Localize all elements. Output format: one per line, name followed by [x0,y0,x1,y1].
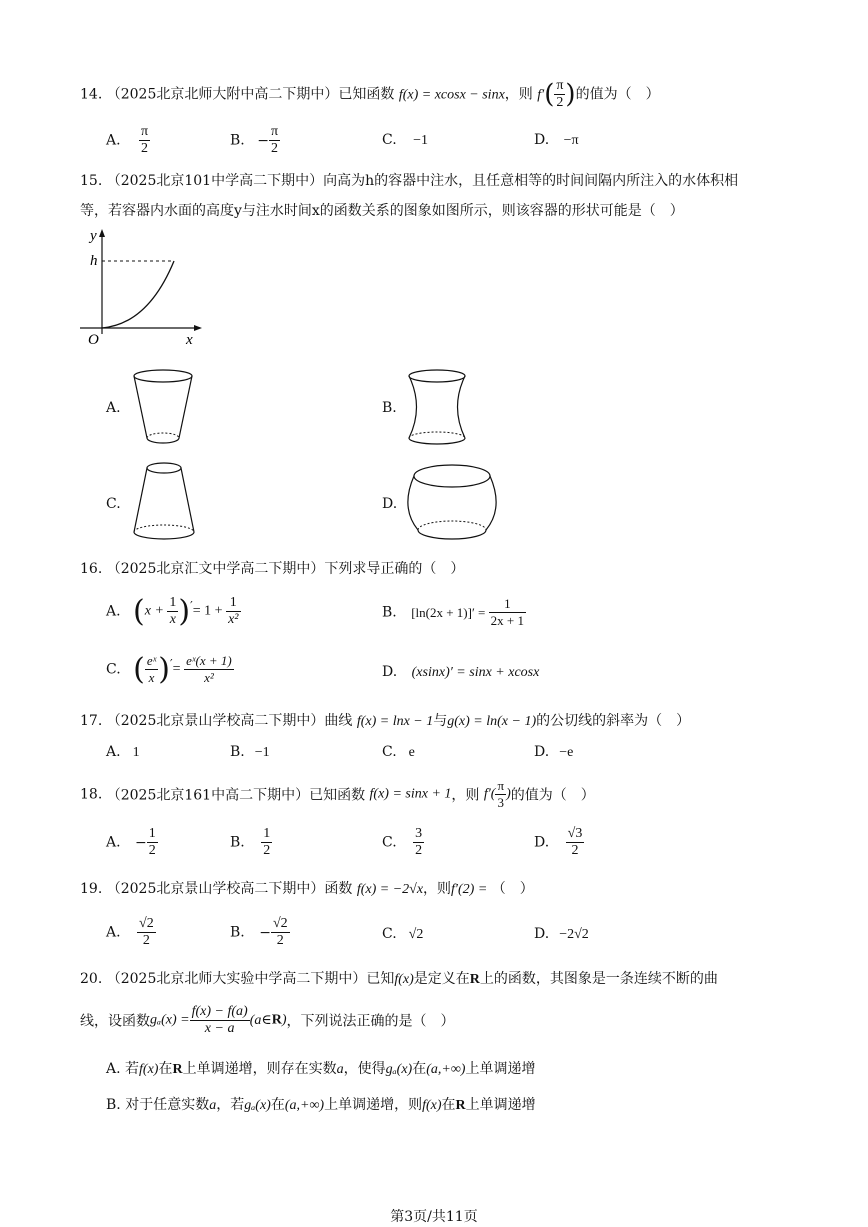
function-expression: g(x) = ln(x − 1) [447,714,537,729]
option-c[interactable] [382,826,424,859]
option-c[interactable] [382,132,428,149]
x-axis-arrow [194,325,202,331]
option-label: A. [106,132,121,149]
option-value: √2 [408,927,424,942]
fraction [145,653,158,686]
option-value: −1 [413,133,429,148]
option-label: B. [230,924,245,941]
fraction [139,124,150,157]
option-text: 在 [441,1097,456,1113]
option-b-container-shape[interactable] [402,366,472,450]
option-value: −1 [254,745,270,760]
option-a[interactable] [106,594,241,629]
question-source: （2025北京101中学高二下期中） [106,173,324,189]
option-text: 上单调递增 [465,1061,536,1077]
fraction [269,124,280,157]
option-c[interactable] [382,744,415,761]
expr: (xsinx)′ = sinx + xcosx [411,665,540,680]
y-axis-arrow [99,229,105,237]
stem-text: 已知函数 [309,787,366,804]
option-text: 在 [412,1061,427,1077]
stem-text: 的值为（ ） [510,787,595,804]
question-source: （2025北京景山学校高二下期中） [106,881,325,897]
option-b[interactable] [230,744,270,761]
option-text: 在 [158,1061,173,1077]
question-number: 15. [80,173,103,189]
denominator: 2 [276,933,284,948]
fraction [554,78,565,111]
fraction [137,916,156,949]
real-set-symbol: R [455,1098,466,1113]
fraction [413,826,424,859]
function-expression: f(x) = sinx + 1 [369,786,452,802]
condition: ) [281,1012,287,1028]
real-set-symbol: R [172,1062,183,1077]
numerator: 1 [169,595,177,610]
fraction [167,595,178,628]
option-text: 上单调递增 [465,1097,536,1113]
function-expression: f(x) = −2√x [356,882,424,897]
stem-text: 的公切线的斜率为（ ） [536,713,691,729]
question-number: 16. [80,561,103,577]
option-d[interactable] [534,132,579,149]
function-expression: f(x) = xcosx − sinx [398,87,505,103]
origin-label: O [88,332,99,348]
option-b[interactable] [230,916,290,949]
option-c[interactable] [106,652,234,687]
function-expression: f(x) [139,1062,159,1077]
question-14-stem [80,78,660,111]
denominator: x − a [204,1021,235,1036]
question-18-stem [80,778,595,811]
sign: − [135,834,147,851]
numerator: 1 [226,595,240,612]
option-value: −π [563,133,579,148]
stem-text: （ ） [491,881,534,897]
expr: = 1 + [192,603,227,619]
paren-left: ( [544,79,555,110]
numerator: 1 [489,596,526,613]
option-text: ，使得 [343,1061,386,1077]
question-19-stem [80,878,534,898]
stem-text: ，则 [504,86,533,103]
denominator: 2x + 1 [490,613,524,628]
stem-text: 线，设函数 [80,1013,150,1030]
option-label: A. [106,603,121,620]
stem-text: 的值为（ ） [575,86,660,103]
derivative-symbol: f′ [537,87,545,103]
option-label: B. [230,132,245,149]
sign: − [257,132,269,149]
option-a[interactable] [106,1058,535,1078]
fraction [190,1004,250,1037]
numerator: 3 [415,826,423,841]
denominator: x² [228,612,239,627]
option-text: 上单调递增，则 [324,1097,423,1113]
question-number: 18. [80,786,103,803]
option-d-label: D. [382,496,398,512]
function-expression: gₐ(x) [244,1098,271,1113]
fraction [271,916,290,949]
option-d-container-shape[interactable] [404,458,500,548]
question-source: （2025北京161中高二下期中） [106,787,310,804]
option-label: D. [534,132,550,148]
option-b[interactable] [230,826,272,859]
fraction [566,826,585,859]
fraction [495,778,506,811]
option-d[interactable] [534,744,573,761]
option-text: ，若 [216,1097,245,1113]
question-15-stem-line2 [80,200,684,220]
denominator: 2 [142,933,150,948]
option-label: D. [534,834,550,851]
paren-left: ( [133,594,145,629]
option-a[interactable] [106,826,158,859]
y-label: y [90,228,97,244]
stem-text: 是定义在 [413,971,470,987]
option-text: 上单调递增，则存在实数 [182,1061,337,1077]
numerator: eˣ(x + 1) [186,653,232,668]
option-label: B. [230,834,245,851]
fraction [261,826,272,859]
stem-text: 已知函数 [338,86,395,103]
fraction [184,653,234,686]
question-17-stem [80,710,690,730]
prime: ′ [170,656,173,671]
function-expression: f(x) = lnx − 1 [356,714,434,729]
expr: [ln(2x + 1)]′ = [411,604,489,620]
option-a-label: A. [106,400,121,416]
option-text: 若 [125,1061,140,1077]
option-label: D. [534,744,550,760]
stem-text: 下列求导正确的（ ） [324,561,465,577]
expr: x + [144,603,168,619]
option-label: A. [106,924,121,941]
option-label: B. [230,744,245,760]
function-expression: gₐ(x) [385,1062,413,1077]
question-15-stem-line1 [80,170,738,190]
option-d[interactable] [534,926,589,943]
stem-text: 曲线 [324,713,353,729]
option-label: C. [382,132,397,148]
stem-text: 等，若容器内水面的高度y与注水时间x的函数关系的图象如图所示，则该容器的形状可能是（ ） [80,203,684,219]
option-label: D. [534,926,550,942]
question-source: （2025北京北师大附中高二下期中） [106,86,339,103]
numerator: √2 [139,916,154,931]
question-number: 19. [80,881,103,897]
option-d[interactable] [382,664,539,681]
water-height-graph [78,226,208,350]
paren-right: ) [178,594,191,629]
option-label: A. [106,1061,121,1077]
numerator: 1 [148,826,156,841]
numerator: √3 [567,826,583,841]
question-16-stem [80,558,464,578]
denominator: 2 [415,843,423,858]
question-20-stem-line1 [80,968,718,988]
height-curve [102,261,174,328]
numerator: 1 [263,826,271,841]
stem-text: 已知 [366,971,395,987]
numerator: √2 [272,916,288,931]
numerator: π [270,124,279,139]
paren-right: ) [158,652,171,687]
option-label: C. [382,926,397,942]
interval: (a,+∞) [284,1098,325,1113]
interval: (a,+∞) [426,1062,466,1077]
h-label: h [90,253,98,269]
numerator: f(x) − f(a) [191,1004,248,1019]
option-label: A. [106,834,121,851]
stem-text: ，则 [423,881,452,897]
option-label: C. [382,834,397,851]
denominator: 3 [497,795,505,810]
option-b[interactable] [106,1094,536,1114]
stem-text: ，则 [451,787,480,804]
option-c[interactable] [382,926,423,943]
option-b[interactable] [382,596,526,629]
numerator: π [497,778,505,793]
denominator: x² [204,670,214,685]
real-set-symbol: R [469,972,480,987]
option-c-container-shape[interactable] [126,458,202,544]
option-b[interactable] [230,124,280,157]
denominator: x [169,612,177,627]
option-c-label: C. [106,496,121,512]
fraction [489,596,526,629]
sign: − [259,924,271,941]
prime: ′ [190,598,193,613]
denominator: 2 [556,95,564,110]
option-value: 1 [132,745,140,760]
expr: = [172,661,185,677]
variable: a [336,1062,344,1077]
x-label: x [186,332,193,348]
option-label: C. [382,744,397,760]
numerator: π [556,78,564,93]
stem-text: 函数 [324,881,353,897]
question-number: 20. [80,971,103,987]
option-d[interactable] [534,826,584,859]
option-text: 对于任意实数 [125,1097,210,1113]
fraction [226,595,240,628]
denominator: 2 [141,141,149,156]
real-set-symbol: R [271,1012,282,1028]
function-expression: f(x) [394,972,414,987]
question-source: （2025北京北师大实验中学高二下期中） [106,971,367,987]
question-number: 14. [80,86,103,103]
option-label: B. [382,604,397,621]
condition: (a∈ [249,1013,272,1028]
fraction [147,826,158,859]
derivative-symbol: f′( [483,786,496,802]
option-label: D. [382,664,398,680]
option-a[interactable] [106,124,150,157]
option-label: A. [106,744,121,760]
stem-text: 向高为h的容器中注水，且任意相等的时间间隔内所注入的水体积相 [323,173,739,189]
denominator: 2 [270,141,278,156]
variable: a [209,1098,217,1113]
option-b-label: B. [382,400,397,416]
option-text: 在 [270,1097,285,1113]
question-source: （2025北京景山学校高二下期中） [106,713,325,729]
page-footer: 第3页/共11页 [390,1209,478,1225]
option-a[interactable] [106,744,140,761]
function-expression: gₐ(x) = [150,1012,190,1028]
numerator: π [141,124,149,139]
question-20-stem-line2 [80,1004,455,1037]
function-expression: f(x) [422,1098,442,1113]
stem-text: 与 [433,713,448,729]
option-label: C. [106,661,121,678]
question-number: 17. [80,713,103,729]
paren-right: ) [506,786,511,802]
paren-left: ( [133,652,145,687]
denominator: x [148,670,155,685]
denominator: 2 [148,843,156,858]
option-label: B. [106,1097,121,1113]
option-value: e [408,745,415,760]
stem-text: 上的函数，其图象是一条连续不断的曲 [479,971,718,987]
question-source: （2025北京汇文中学高二下期中） [106,561,325,577]
numerator: eˣ [146,653,157,668]
denominator: 2 [263,843,271,858]
derivative-expression: f′(2) = [451,882,488,897]
option-value: −2√2 [559,927,589,942]
stem-text: ，下列说法正确的是（ ） [286,1013,455,1030]
option-value: −e [559,745,574,760]
paren-right: ) [565,79,576,110]
denominator: 2 [571,843,579,858]
option-a[interactable] [106,916,156,949]
option-a-container-shape[interactable] [128,366,198,450]
